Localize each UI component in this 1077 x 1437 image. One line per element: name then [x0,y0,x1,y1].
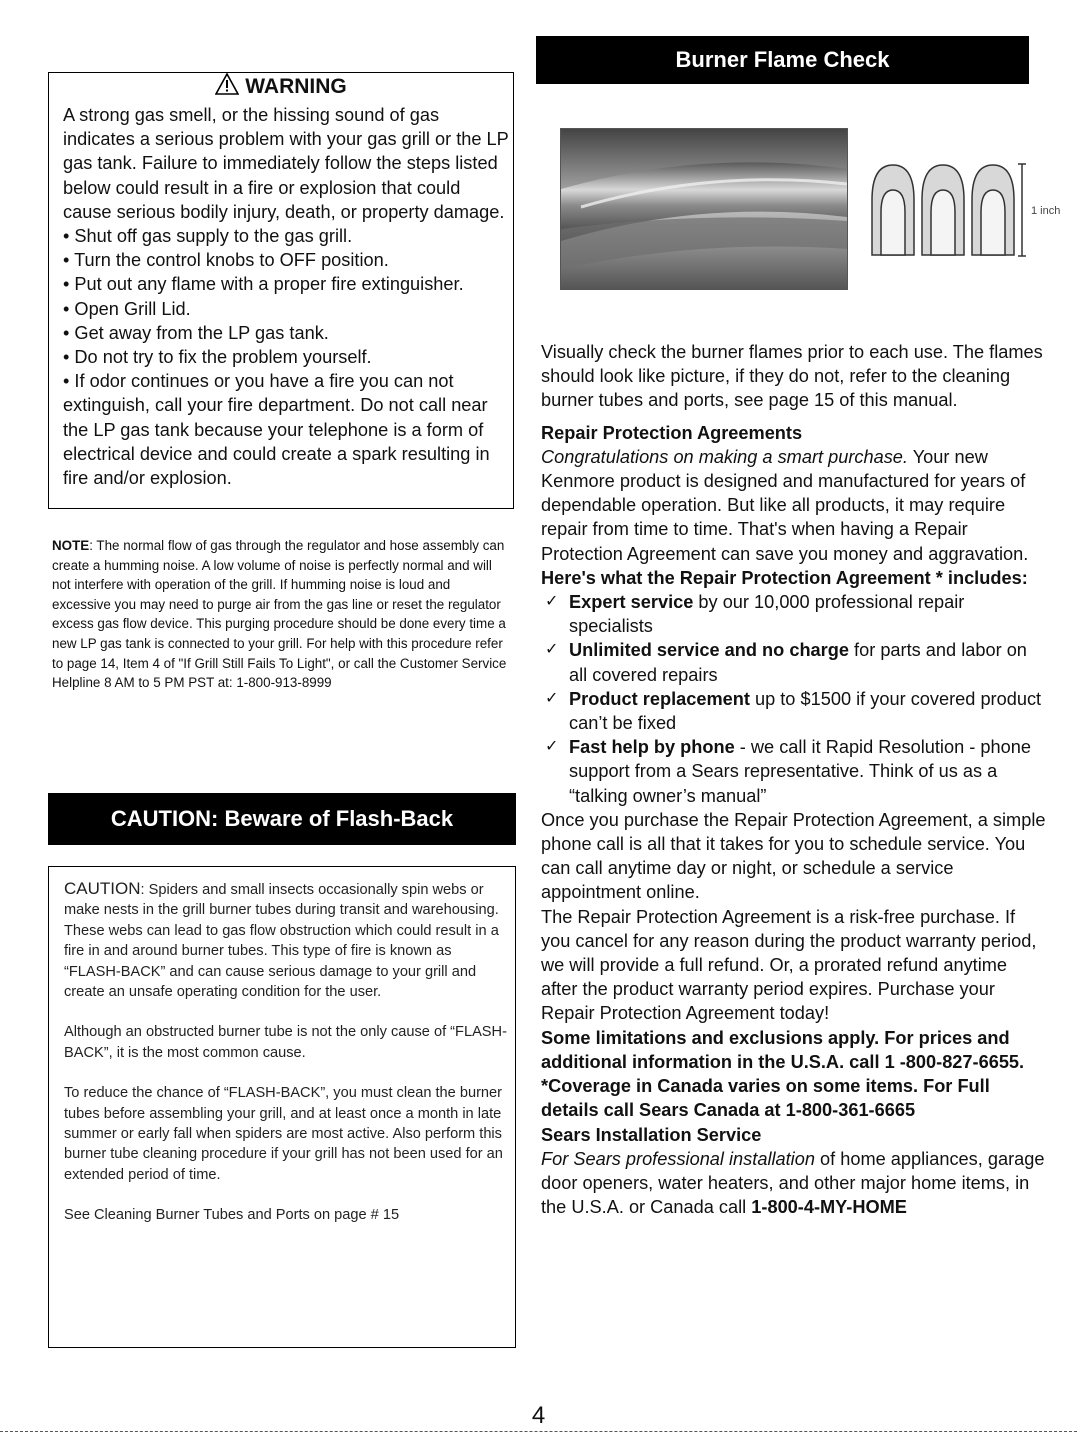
checkmark-icon: ✓ [545,593,559,611]
note-text: : The normal flow of gas through the regulator and hose assembly can create a humming noise. A low volume of noise is perfectly normal and will not interfere with operation of the grill. If humming noise is loud and excessive you may need to purge air from the gas line or reset the regulator excess gas flow device. This purging procedure should be done every time a new LP gas tank is connected to your grill. For help with this procedure refer to page 14, Item 4 of "If Grill Still Fails To Light", or call the Customer Service Helpline 8 AM to 5 PM PST at: 1-800-913-8999 [52,538,507,691]
installation-heading: Sears Installation Service [541,1124,762,1145]
checkmark-icon: ✓ [545,738,559,756]
caution-paragraph: Although an obstructed burner tube is not the only cause of “FLASH-BACK”, it is the most common cause. [64,1024,507,1061]
flame-shape-diagram [868,160,1077,260]
includes-heading: Here's what the Repair Protection Agreement * includes: [541,567,1028,588]
flame-check-banner: Burner Flame Check [536,36,1029,84]
warning-line: • Get away from the LP gas tank. [63,322,329,343]
limitations-text: Some limitations and exclusions apply. For prices and additional information in the U.S.A. call 1 -800-827-6655. [541,1027,1025,1072]
check-item: ✓ Unlimited service and no charge for parts and labor on all covered repairs [545,640,1027,685]
note-label: NOTE [52,538,90,553]
regulator-note [52,536,512,693]
repair-para-2: The Repair Protection Agreement is a risk-free purchase. If you cancel for any reason during the product warranty period, we will provide a full refund. Or, a prorated refund anytime after the product warranty period expires. Purchase your Repair Protection Agreement today! [541,906,1037,1024]
warning-line: • Open Grill Lid. [63,298,191,319]
warning-line: A strong gas smell, or the hissing sound of gas indicates a serious problem with your gas grill or the LP gas tank. Failure to immediately follow the steps listed below could result in a fire or explosion that could cause serious bodily injury, death, or property damage. [63,105,509,222]
repair-para-1: Once you purchase the Repair Protection Agreement, a simple phone call is all that it takes for you to schedule service. You can call anytime day or night, or schedule a service appointment online. [541,809,1046,903]
caution-box [48,866,516,1348]
warning-line: • Shut off gas supply to the gas grill. [63,226,353,247]
caution-paragraph: See Cleaning Burner Tubes and Ports on page # 15 [64,1207,400,1224]
warning-line: • Put out any flame with a proper fire extinguisher. [63,274,464,295]
warning-line: • Do not try to fix the problem yourself. [63,347,372,368]
caution-label: CAUTION [64,879,141,898]
check-item: ✓ Fast help by phone - we call it Rapid Resolution - phone support from a Sears representative. Think of us as a “talking owner’s manual” [545,737,1031,806]
burner-flame-photo [560,128,848,290]
installation-text: For Sears professional installation of home appliances, garage door openers, water heaters, and other major home items, in the U.S.A. or Canada call 1-800-4-MY-HOME [541,1148,1045,1218]
flame-intro: Visually check the burner flames prior to each use. The flames should look like picture, if they do not, refer to the cleaning burner tubes and ports, see page 15 of this manual. [541,342,1043,411]
bottom-divider [0,1431,1077,1432]
canada-coverage-text: *Coverage in Canada varies on some items. For Full details call Sears Canada at 1-800-361-6665 [541,1076,990,1121]
right-column [541,340,1046,1219]
warning-line: • Turn the control knobs to OFF position. [63,250,389,271]
repair-heading: Repair Protection Agreements [541,422,803,443]
warning-triangle-icon [215,73,239,102]
warning-line: • If odor continues or you have a fire you can not extinguish, call your fire department. Do not call near the LP gas tank because your telephone is a form of electrical device and could create a spark resulting in fire and/or explosion. [63,371,490,489]
warning-text [63,103,511,490]
warning-box [48,72,514,509]
caution-text [64,879,510,1246]
caution-paragraph: CAUTION: Spiders and small insects occasionally spin webs or make nests in the grill burner tubes during transit and warehousing. These webs can lead to gas flow obstruction which could result in a fire in and around burner tubes. This type of fire is known as “FLASH-BACK” and can cause serious damage to your grill and create an unsafe operating condition for the user. [64,879,499,1001]
warning-title: WARNING [49,73,513,102]
caution-banner: CAUTION: Beware of Flash-Back [48,793,516,845]
diagram-label: 1 inch [1031,205,1061,217]
page-number: 4 [531,1402,546,1429]
check-item: ✓ Expert service by our 10,000 professional repair specialists [545,592,965,637]
checkmark-icon: ✓ [545,689,559,707]
caution-paragraph: To reduce the chance of “FLASH-BACK”, you must clean the burner tubes before assembling your grill, and at least once a month in late summer or early fall when spiders are most active. Also perform this burner tube cleaning procedure if your grill has not been used for an extended period of time. [64,1085,503,1183]
checkmark-icon: ✓ [545,641,559,659]
repair-intro: Congratulations on making a smart purchase. Your new Kenmore product is designed and manufactured for years of dependable operation. But like all products, it may require repair from time to time. That's when having a Repair Protection Agreement can save you money and aggravation. [541,446,1029,564]
check-item: ✓ Product replacement up to $1500 if your covered product can’t be fixed [545,688,1042,734]
